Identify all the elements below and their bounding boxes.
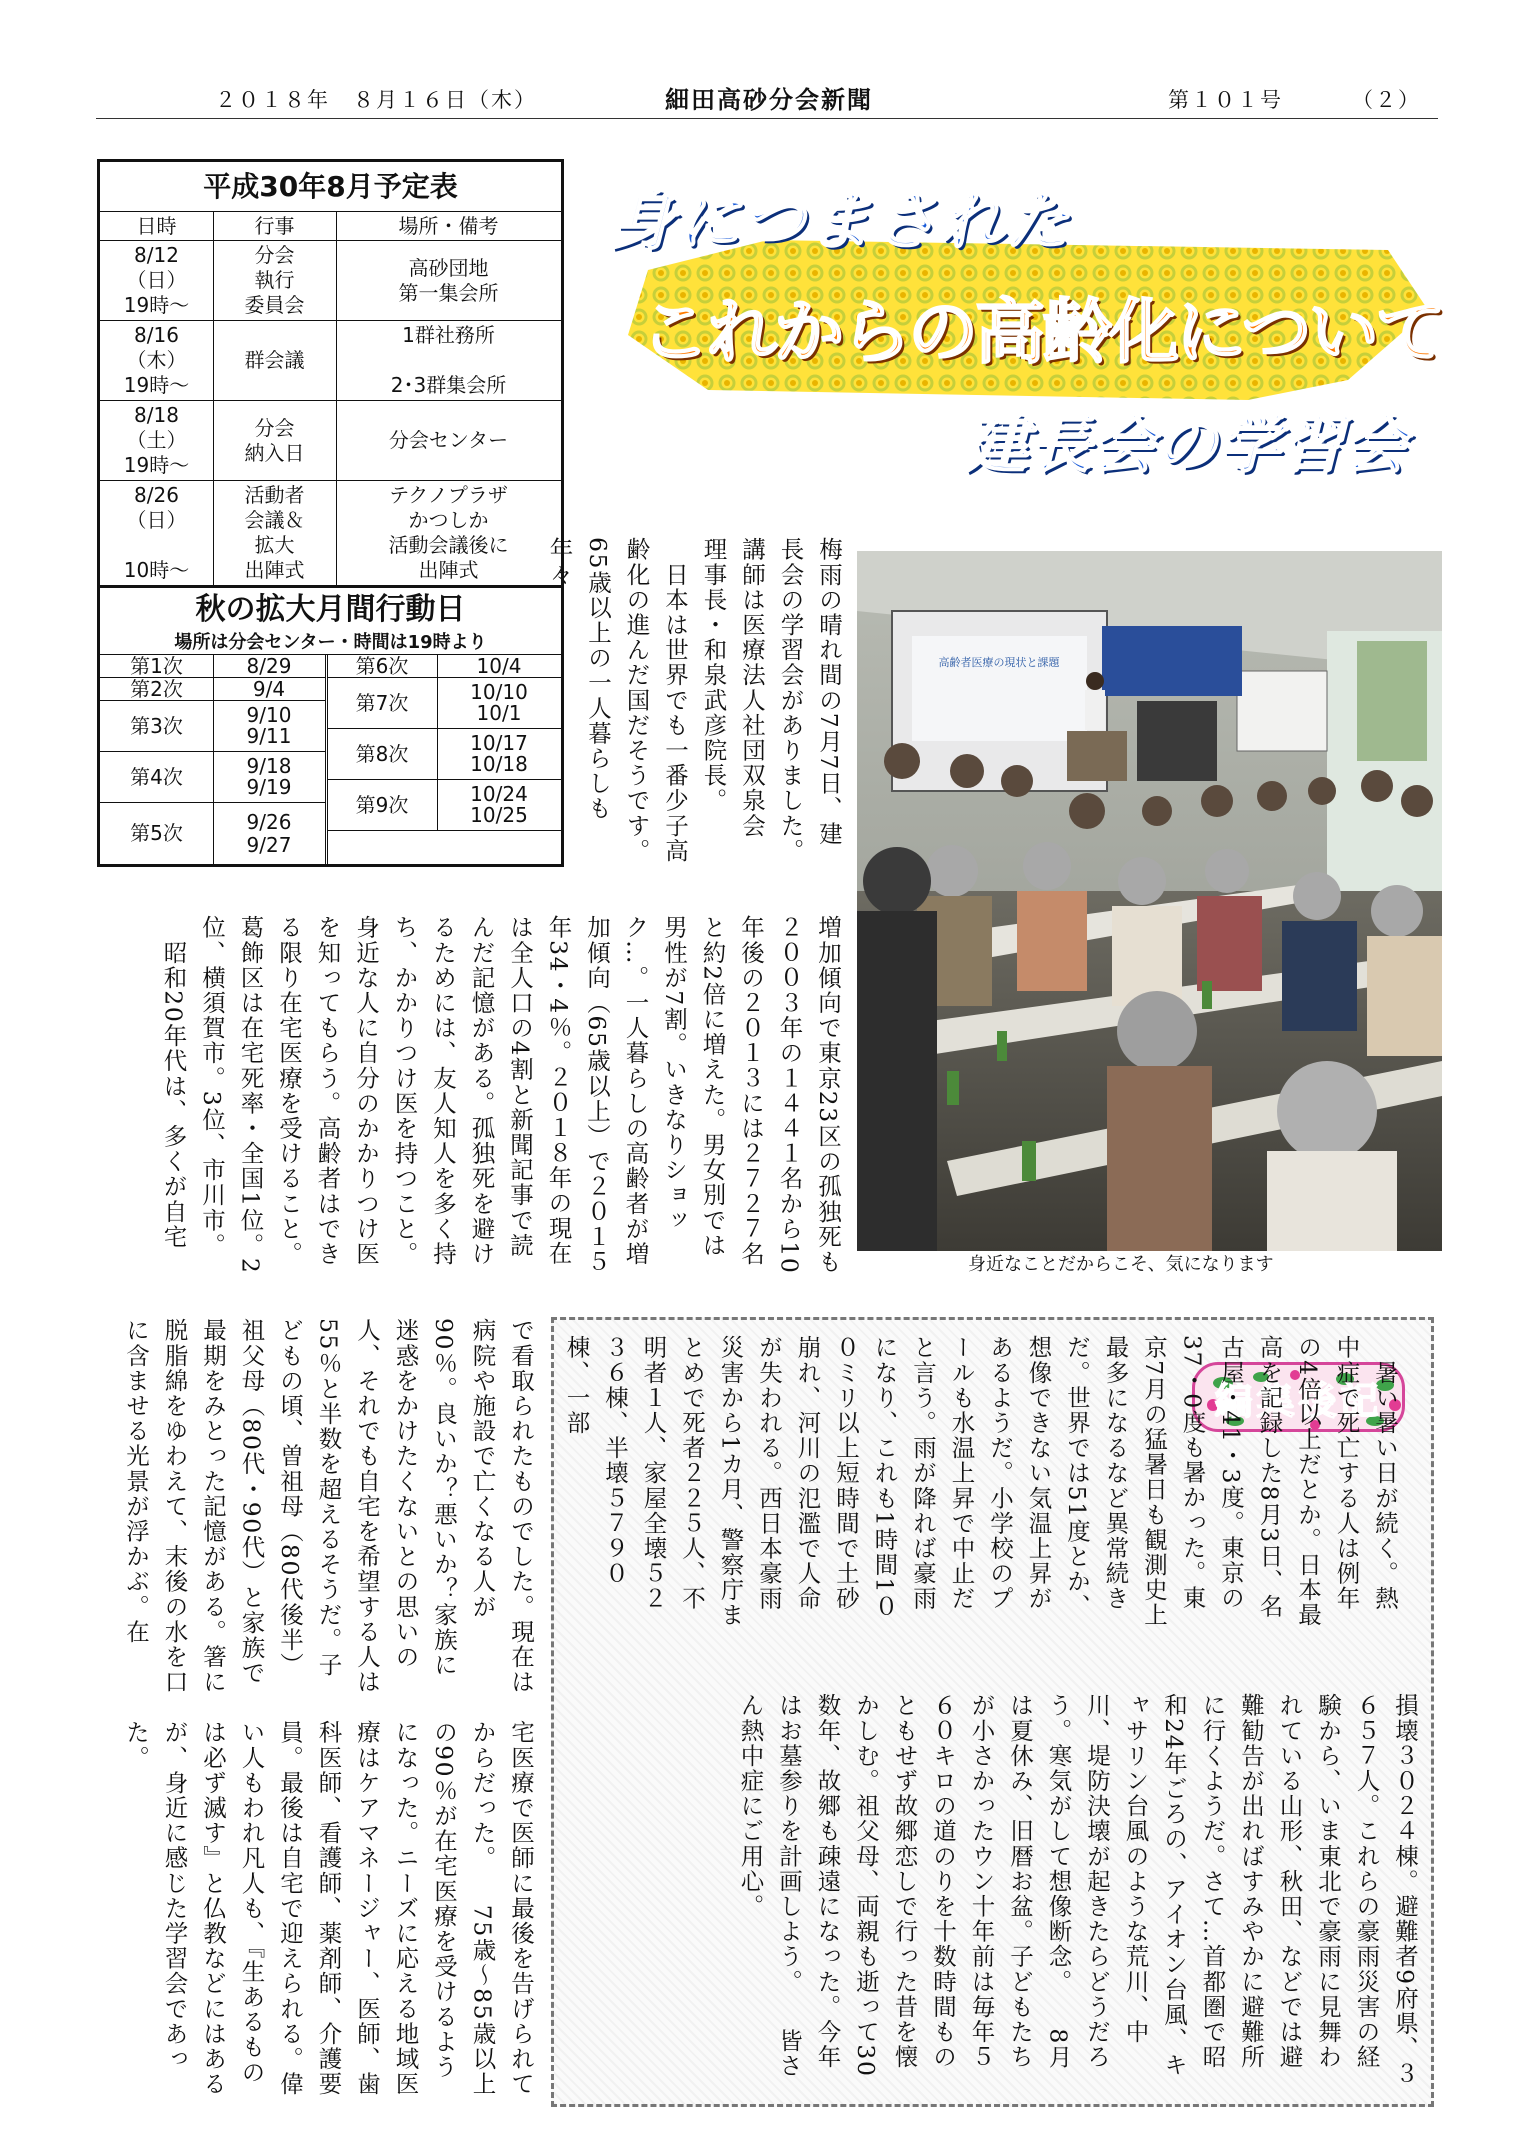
action-round-label: 第3次 (130, 713, 183, 738)
schedule-row-place: 高砂団地 第一集会所 (398, 255, 499, 305)
action-round-dates: 10/4 (476, 653, 522, 678)
slide-text: 高齢者医療の現状と課題 (938, 656, 1060, 669)
action-round-dates: 10/10 10/1 (470, 680, 528, 725)
article-block-3: で看取られたものでした。現在は病院や施設で亡くなる人が90％。良いか？悪いか？家族に迷惑をかけたくないとの思いの人、それでも自宅を希望する人は55％と半数を超えるそうだ。子どもの頃、曽祖母（80代後半）祖父母（80代・90代）と家族で最期をみとった記憶がある。箸に脱脂綿をゆわえて、末後の水を口に含ませる光景が浮かぶ。在 (122, 1318, 535, 1695)
action-days-subtitle: 場所は分会センター・時間は19時より (174, 631, 487, 653)
schedule-row-place: 1群社務所 2･3群集会所 (390, 323, 507, 397)
schedule-row-event: 分会 納入日 (244, 415, 305, 465)
schedule-row-date: 8/16 （木） 19時～ (123, 323, 190, 397)
action-round-dates: 9/4 (252, 676, 286, 701)
photo-caption: 身近なことだからこそ、気になります (968, 1254, 1274, 1275)
action-round-dates: 9/18 9/19 (246, 754, 292, 799)
schedule-row-event: 分会 執行 委員会 (244, 243, 305, 317)
action-round-label: 第8次 (355, 741, 409, 766)
editor-note-bottom: 損壊３０２４棟。避難者9府県、３６５７人。これらの豪雨災害の経験から、いま東北で豪雨に見舞われている山形、秋田、などでは避難勧告が出ればすみやかに避難所に行くようだ。さて…首都圏で昭和24年ごろの、アイオン台風、キャサリン台風のような荒川、中川、堤防決壊が起きたらどうだろう。寒気がして想像断念。 8月は夏休み、旧暦お盆。子どもたちが小さかったウン十年前は毎年５６０キロの道のりを十数時間ものともせず故郷恋しで行った昔を懐かしむ。祖父母、両親も逝って30数年、故郷も疎遠になった。今年はお墓参りを計画しよう。 皆さん熱中症にご用心。 (736, 1693, 1419, 2087)
action-round-dates: 10/24 10/25 (470, 782, 528, 827)
header-rule (96, 118, 1438, 119)
editor-badge-text: 編集後記 (1214, 1378, 1383, 1423)
headline-line3: 建長会の学習会 (966, 408, 1408, 481)
schedule-row-event: 活動者 会議＆ 拡大 出陣式 (244, 483, 305, 582)
col-header-place: 場所・備考 (398, 213, 499, 238)
page-number: （２） (1352, 88, 1421, 112)
col-header-event: 行事 (254, 213, 295, 238)
article-block-4: 宅医療で医師に最後を告げられてからだった。 75歳～85歳以上の90％が在宅医療を受けるようになった。ニーズに応える地域医療はケアマネージャー、医師、歯科医師、看護師、薬剤師、介護要員。最後は自宅で迎えられる。偉い人もわれ凡人も、『生あるものは必ず滅す』と仏教などにはあるが、身近に感じた学習会であった。 (122, 1720, 535, 2097)
action-round-label: 第6次 (355, 653, 409, 678)
headline-line1: 身につまされた (610, 185, 1071, 259)
col-header-date: 日時 (136, 213, 177, 238)
issue-number: 第１０１号 (1168, 88, 1283, 112)
schedule-row-date: 8/12 （日） 19時～ (123, 243, 190, 317)
action-round-label: 第2次 (130, 676, 183, 701)
action-round-dates: 10/17 10/18 (470, 731, 528, 776)
headline-line2: これからの高齢化について (640, 291, 1443, 373)
editor-note-top: 暑い暑い日が続く。熱中症で死亡する人は例年の4倍以上だとか。日本最高を記録した8月3日、名古屋・41・3度。東京の37・0度も暑かった。東京7月の猛暑日も観測史上最多になるなど異常続きだ。世界では51度とか、想像できない気温上昇があるようだ。小学校のプールも水温上昇で中止だと言う。雨が降れば豪雨になり、これも1時間1００ミリ以上短時間で土砂崩れ、河川の氾濫で人命が失われる。西日本豪雨災害から1カ月、警察庁まとめで死者２２５人、不明者１人、家屋全壊５２３６棟、半壊５７９０棟、一部 (562, 1335, 1399, 1628)
schedule-title: 平成30年8月予定表 (203, 170, 458, 203)
schedule-row-place: 分会センター (388, 428, 509, 452)
action-days-title: 秋の拡大月間行動日 (195, 592, 466, 628)
action-round-label: 第7次 (355, 690, 409, 715)
schedule-row-date: 8/26 （日） 10時～ (123, 483, 190, 582)
schedule-row-event: 群会議 (244, 348, 305, 372)
action-round-label: 第9次 (355, 792, 409, 817)
action-round-label: 第1次 (130, 653, 183, 678)
action-round-dates: 8/29 (246, 653, 292, 678)
issue-date: ２０１８年 ８月１６日（木） (215, 88, 537, 112)
article-block-2: 増加傾向で東京23区の孤独死も２００３年の１４４１名から10年後の２０１３には２７２７名と約2倍に増えた。男女別では男性が7割。いきなりショック…。一人暮らしの高齢者が増加傾向（65歳以上）で２０１５年34・4％。２０１８年の現在は全人口の4割と新聞記事で読んだ記憶がある。孤独死を避けるためには、友人知人を多く持ち、かかりつけ医を持つこと。身近な人に自分のかかりつけ医を知ってもらう。高齢者はできる限り在宅医療を受けること。葛飾区は在宅死率・全国1位。2位、横須賀市。3位、市川市。 昭和20年代は、多くが自宅 (159, 915, 842, 1275)
schedule-row-date: 8/18 （土） 19時～ (123, 403, 190, 477)
schedule-row-place: テクノプラザ かつしか 活動会議後に 出陣式 (388, 483, 509, 582)
action-round-label: 第5次 (130, 821, 183, 845)
action-round-dates: 9/10 9/11 (246, 703, 292, 748)
paper-name: 細田高砂分会新聞 (665, 86, 873, 114)
article-block-1: 梅雨の晴れ間の7月7日、建長会の学習会がありました。講師は医療法人社団双泉会 理事長・和泉武彦院長。 日本は世界でも一番少子高齢化の進んだ国だそうです。65歳以上の一人暮らしも年々 (545, 537, 843, 864)
schedule-table (97, 159, 564, 867)
action-round-dates: 9/26 9/27 (246, 809, 292, 857)
meeting-photo (857, 551, 1442, 1251)
action-round-label: 第4次 (130, 764, 183, 789)
